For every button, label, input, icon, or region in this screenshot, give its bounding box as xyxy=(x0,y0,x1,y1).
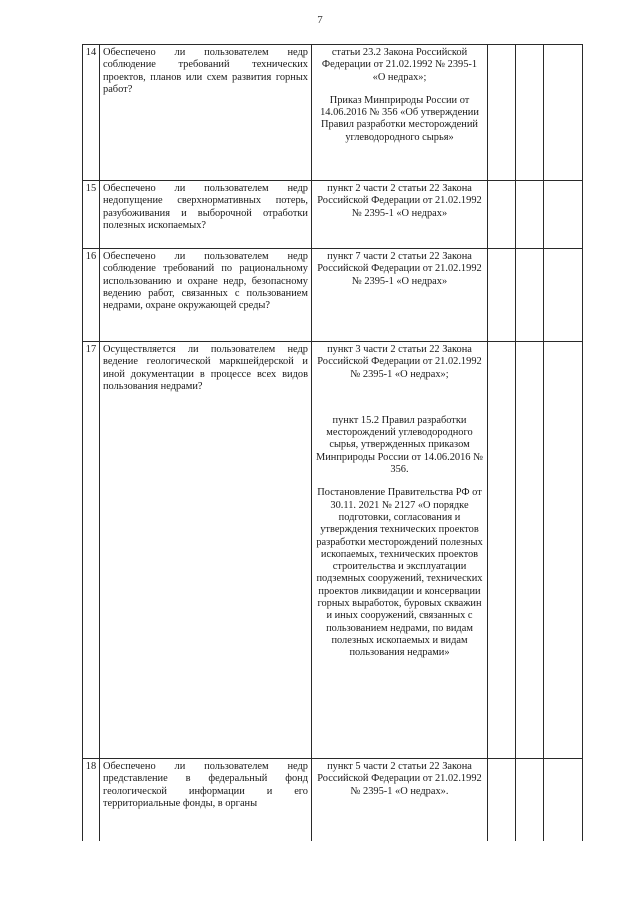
legal-reference xyxy=(312,759,488,842)
table-row xyxy=(83,759,583,842)
reference-paragraph: пункт 15.2 Правил разработки месторождений углеводородного сырья, утвержденных приказом Минприроды России от 14.06.2016 № 356. xyxy=(315,414,484,476)
answer-cell-yes xyxy=(488,342,516,759)
question-text: Обеспечено ли пользователем недр соблюдение требований по рациональному использованию и охране недр, безопасному ведению работ, связанных с пользованием недрами, охране окружающей среды? xyxy=(100,249,312,342)
page-number: 7 xyxy=(317,14,323,26)
table-row xyxy=(83,249,583,342)
answer-cell-not-applicable xyxy=(544,45,583,181)
question-text: Обеспечено ли пользователем недр соблюдение требований технических проектов, планов или схем развития горных работ? xyxy=(100,45,312,181)
row-number: 15 xyxy=(83,181,100,249)
answer-cell-yes xyxy=(488,181,516,249)
row-number: 16 xyxy=(83,249,100,342)
table-row xyxy=(83,342,583,759)
reference-paragraph: пункт 5 части 2 статьи 22 Закона Российской Федерации от 21.02.1992 № 2395-1 «О недрах». xyxy=(317,761,482,797)
checklist-table xyxy=(82,44,583,841)
answer-cell-yes xyxy=(488,759,516,842)
answer-cell-no xyxy=(516,181,544,249)
answer-cell-yes xyxy=(488,249,516,342)
question-text: Осуществляется ли пользователем недр ведение геологической маркшейдерской и иной документации в процессе всех видов пользования недрами? xyxy=(100,342,312,759)
reference-paragraph: Постановление Правительства РФ от 30.11. 2021 № 2127 «О порядке подготовки, согласования и утверждения технических проектов разработки месторождений полезных ископаемых, технических проектов строительства и эксплуатации подземных сооружений, технических проектов ликвидации и консервации горных выработок, буровых скважин и иных сооружений, связанных с пользованием недрами, по видам полезных ископаемых и видам пользования недрами» xyxy=(316,487,483,659)
row-number: 17 xyxy=(83,342,100,759)
reference-paragraph: пункт 7 части 2 статьи 22 Закона Российской Федерации от 21.02.1992 № 2395-1 «О недрах» xyxy=(317,251,482,287)
row-number: 18 xyxy=(83,759,100,842)
question-text: Обеспечено ли пользователем недр представление в федеральный фонд геологической информации и его территориальные фонды, в органы xyxy=(100,759,312,842)
answer-cell-not-applicable xyxy=(544,342,583,759)
answer-cell-no xyxy=(516,249,544,342)
question-text: Обеспечено ли пользователем недр недопущение сверхнормативных потерь, разубоживания и выборочной отработки полезных ископаемых? xyxy=(100,181,312,249)
answer-cell-yes xyxy=(488,45,516,181)
answer-cell-not-applicable xyxy=(544,759,583,842)
legal-reference xyxy=(312,342,488,759)
legal-reference xyxy=(312,249,488,342)
answer-cell-not-applicable xyxy=(544,181,583,249)
answer-cell-no xyxy=(516,342,544,759)
table-row xyxy=(83,181,583,249)
answer-cell-no xyxy=(516,759,544,842)
reference-paragraph: пункт 2 части 2 статьи 22 Закона Российской Федерации от 21.02.1992 № 2395-1 «О недрах» xyxy=(317,183,482,219)
answer-cell-not-applicable xyxy=(544,249,583,342)
reference-paragraph: Приказ Минприроды России от 14.06.2016 № 356 «Об утверждении Правил разработки месторождений углеводородного сырья» xyxy=(320,94,479,143)
row-number: 14 xyxy=(83,45,100,181)
table-row xyxy=(83,45,583,181)
reference-paragraph: пункт 3 части 2 статьи 22 Закона Российской Федерации от 21.02.1992 № 2395-1 «О недрах»; xyxy=(317,344,482,380)
legal-reference xyxy=(312,181,488,249)
answer-cell-no xyxy=(516,45,544,181)
legal-reference xyxy=(312,45,488,181)
reference-paragraph: статьи 23.2 Закона Российской Федерации от 21.02.1992 № 2395-1 «О недрах»; xyxy=(321,47,478,83)
